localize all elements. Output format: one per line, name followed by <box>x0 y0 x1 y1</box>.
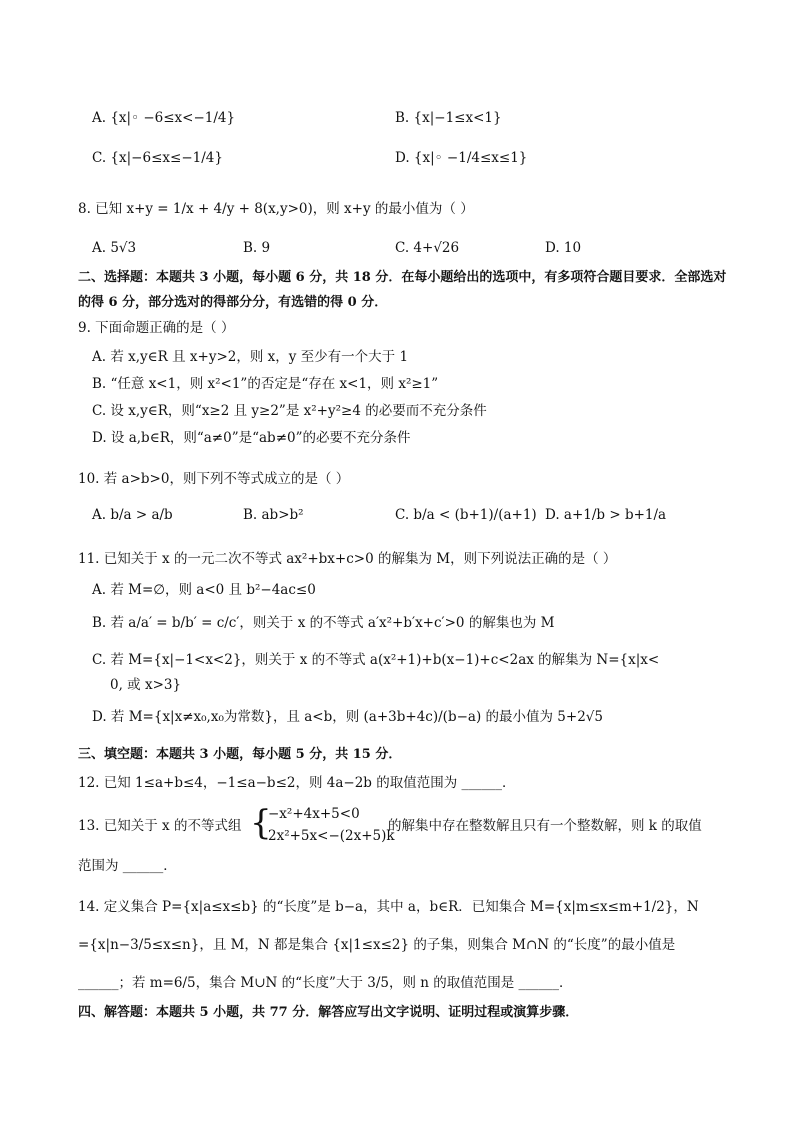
q7-option-c: C. {x|−6≤x≤−1/4} <box>92 150 223 166</box>
q9-stem: 9. 下面命题正确的是（ ） <box>78 320 235 336</box>
q7-option-a: A. {x|◦ −6≤x<−1/4} <box>92 110 236 126</box>
q8-option-d: D. 10 <box>545 240 582 256</box>
q13-stem-line2: 范围为 ______． <box>78 858 177 874</box>
section4-heading: 四、解答题：本题共 5 小题，共 77 分．解答应写出文字说明、证明过程或演算步骤． <box>78 1005 579 1020</box>
q10-option-a: A. b/a > a/b <box>92 507 173 523</box>
q9-option-d: D. 设 a,b∈R，则“a≠0”是“ab≠0”的必要不充分条件 <box>92 430 411 446</box>
q8-option-b: B. 9 <box>243 240 271 256</box>
q13-system-eq2: 2x²+5x<−(2x+5)k <box>268 828 395 844</box>
q13-stem-end: 的解集中存在整数解且只有一个整数解，则 k 的取值 <box>388 818 702 834</box>
q10-option-b: B. ab>b² <box>243 507 304 523</box>
q11-option-b: B. 若 a/a′ = b/b′ = c/c′，则关于 x 的不等式 a′x²+b′x+c′>0 的解集也为 M <box>92 615 555 631</box>
q8-option-c: C. 4+√26 <box>395 240 460 256</box>
q10-option-c: C. b/a < (b+1)/(a+1) <box>395 507 537 523</box>
brace-symbol: { <box>250 803 272 843</box>
q11-option-a: A. 若 M=∅，则 a<0 且 b²−4ac≤0 <box>92 582 316 598</box>
q8-option-a: A. 5√3 <box>92 240 137 256</box>
q9-option-c: C. 设 x,y∈R，则“x≥2 且 y≥2”是 x²+y²≥4 的必要而不充分条件 <box>92 403 487 419</box>
q7-option-b: B. {x|−1≤x<1} <box>395 110 502 126</box>
q11-option-d: D. 若 M={x|x≠x₀,x₀为常数}，且 a<b，则 (a+3b+4c)/(b−a) 的最小值为 5+2√5 <box>92 709 603 725</box>
q14-line2: ={x|n−3/5≤x≤n}，且 M，N 都是集合 {x|1≤x≤2} 的子集，则集合 M∩N 的“长度”的最小值是 <box>78 937 676 953</box>
section3-heading: 三、填空题：本题共 3 小题，每小题 5 分，共 15 分． <box>78 747 402 762</box>
q10-option-d: D. a+1/b > b+1/a <box>545 507 667 523</box>
q13-stem-start: 13. 已知关于 x 的不等式组 <box>78 818 242 834</box>
q14-line3: ______；若 m=6/5，集合 M∪N 的“长度”大于 3/5，则 n 的取值范围是 ______． <box>78 975 573 991</box>
q8-stem: 8. 已知 x+y = 1/x + 4/y + 8(x,y>0)，则 x+y 的最小值为（ ） <box>78 201 474 217</box>
q14-line1: 14. 定义集合 P={x|a≤x≤b} 的“长度”是 b−a，其中 a，b∈R．已知集合 M={x|m≤x≤m+1/2}，N <box>78 899 699 915</box>
q12-stem: 12. 已知 1≤a+b≤4，−1≤a−b≤2，则 4a−2b 的取值范围为 ______． <box>78 775 516 791</box>
q9-option-a: A. 若 x,y∈R 且 x+y>2，则 x，y 至少有一个大于 1 <box>92 349 409 365</box>
q13-system-eq1: −x²+4x+5<0 <box>268 806 360 822</box>
q9-option-b: B. “任意 x<1，则 x²<1”的否定是“存在 x<1，则 x²≥1” <box>92 376 439 392</box>
q10-stem: 10. 若 a>b>0，则下列不等式成立的是（ ） <box>78 471 350 487</box>
q11-option-c-line1: C. 若 M={x|−1<x<2}，则关于 x 的不等式 a(x²+1)+b(x−1)+c<2ax 的解集为 N={x|x< <box>92 652 660 668</box>
q11-stem: 11. 已知关于 x 的一元二次不等式 ax²+bx+c>0 的解集为 M，则下列说法正确的是（ ） <box>78 551 617 567</box>
q7-option-d: D. {x|◦ −1/4≤x≤1} <box>395 150 528 166</box>
section2-heading-line1: 二、选择题：本题共 3 小题，每小题 6 分，共 18 分．在每小题给出的选项中，有多项符合题目要求．全部选对 <box>78 270 727 285</box>
section2-heading-line2: 的得 6 分，部分选对的得部分分，有选错的得 0 分． <box>78 295 388 310</box>
q11-option-c-line2: 0, 或 x>3} <box>110 677 182 693</box>
